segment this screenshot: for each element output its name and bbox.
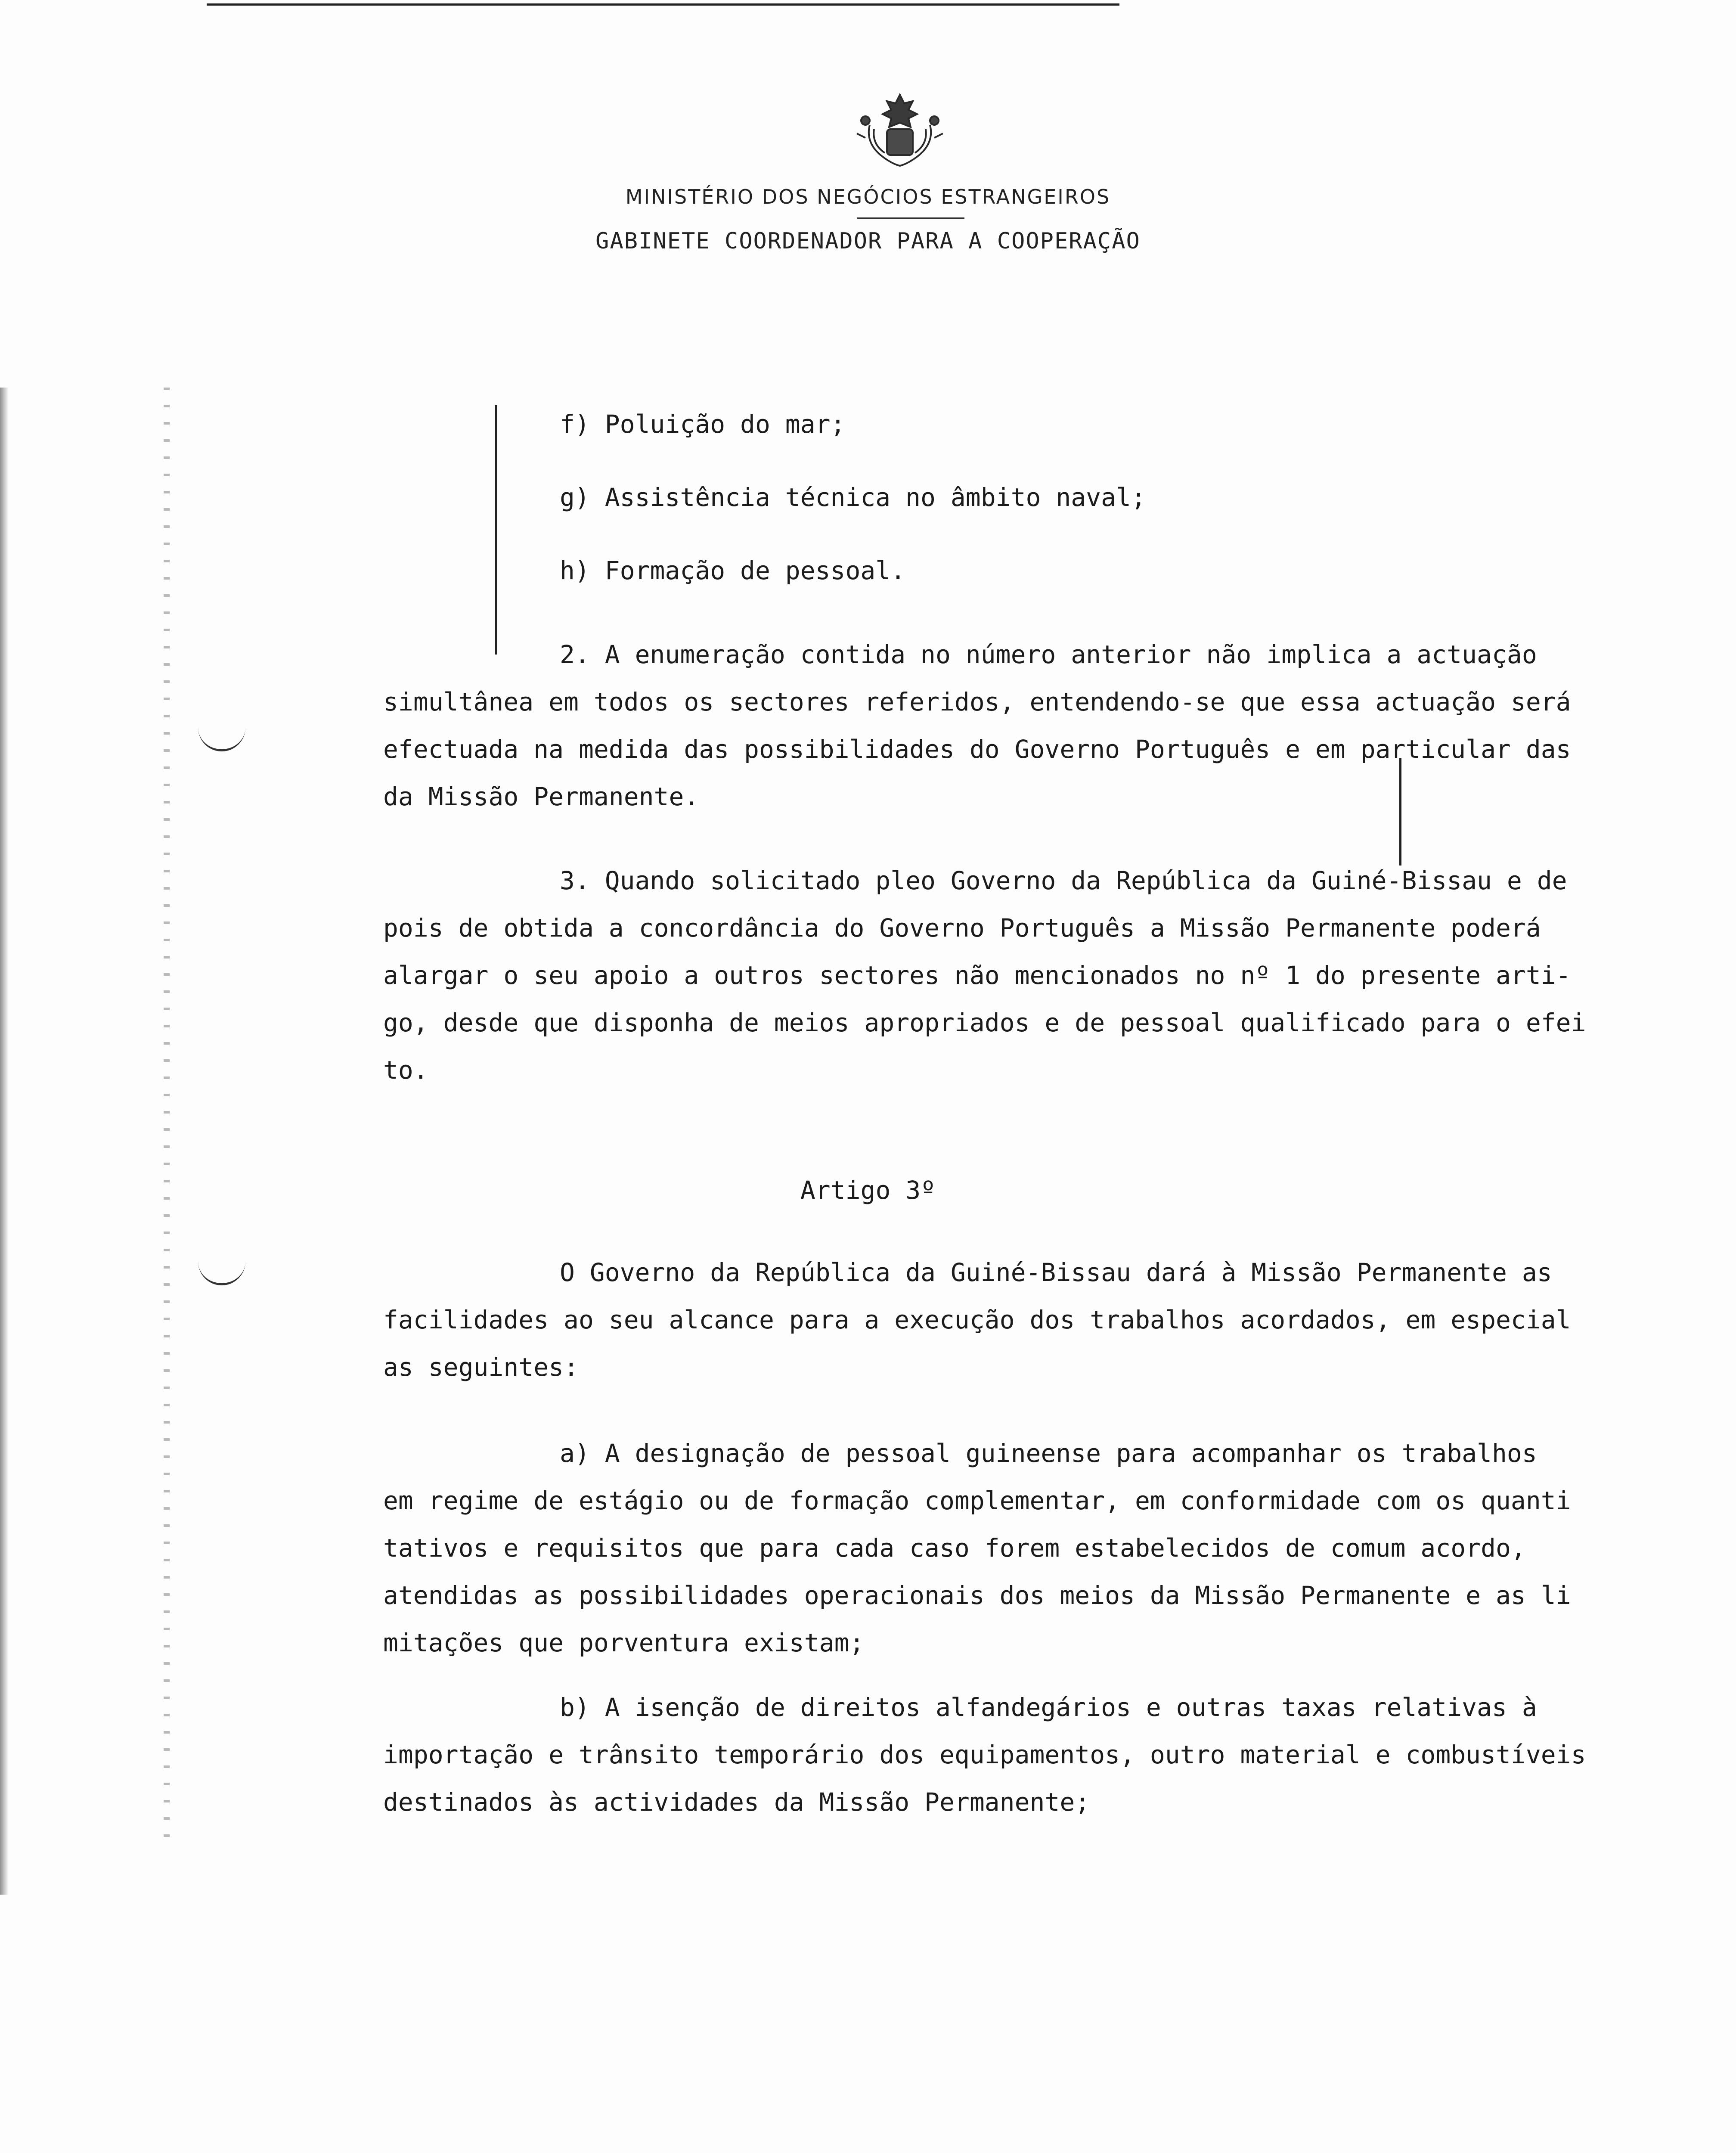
paragraph-3-line: pois de obtida a concordância do Governo Português a Missão Permanente poderá (383, 913, 1541, 943)
item-a-line: em regime de estágio ou de formação complementar, em conformidade com os quanti (383, 1486, 1571, 1515)
item-a-line: mitações que porventura existam; (383, 1628, 865, 1657)
paragraph-3-line: alargar o seu apoio a outros sectores não mencionados no nº 1 do presente arti- (383, 961, 1571, 990)
paragraph-3-line: to. (383, 1055, 428, 1085)
paragraph-2-line: efectuada na medida das possibilidades do Governo Português e em particular das (383, 735, 1571, 764)
item-a-line: a) A designação de pessoal guineense para acompanhar os trabalhos (560, 1439, 1537, 1468)
punch-mark (198, 1262, 245, 1285)
cabinet-name: GABINETE COORDENADOR PARA A COOPERAÇÃO (595, 228, 1141, 254)
item-a-line: tativos e requisitos que para cada caso forem estabelecidos de comum acordo, (383, 1533, 1526, 1563)
scan-edge-line (207, 3, 1119, 6)
binding-shadow (0, 388, 9, 1895)
binding-specks (164, 388, 170, 1852)
paragraph-2-line: simultânea em todos os sectores referidos, entendendo-se que essa actuação será (383, 687, 1571, 717)
paragraph-3-line: 3. Quando solicitado pleo Governo da República da Guiné-Bissau e de (560, 866, 1567, 895)
item-b-line: importação e trânsito temporário dos equipamentos, outro material e combustíveis (383, 1740, 1586, 1769)
item-f: f) Poluição do mar; (560, 410, 846, 439)
item-g: g) Assistência técnica no âmbito naval; (560, 483, 1146, 512)
item-b-line: destinados às actividades da Missão Permanente; (383, 1787, 1090, 1817)
paragraph-2-line: 2. A enumeração contida no número anterior não implica a actuação (560, 640, 1537, 669)
item-a-line: atendidas as possibilidades operacionais dos meios da Missão Permanente e as li (383, 1581, 1571, 1610)
article-intro-line: facilidades ao seu alcance para a execução dos trabalhos acordados, em especial (383, 1305, 1571, 1334)
paragraph-2-line: da Missão Permanente. (383, 782, 699, 811)
item-b-line: b) A isenção de direitos alfandegários e outras taxas relativas à (560, 1693, 1537, 1722)
article-intro-line: O Governo da República da Guiné-Bissau dará à Missão Permanente as (560, 1258, 1552, 1287)
ministry-underline (857, 217, 964, 219)
margin-mark (1399, 758, 1401, 866)
article-heading: Artigo 3º (800, 1176, 936, 1205)
ministry-name: MINISTÉRIO DOS NEGÓCIOS ESTRANGEIROS (625, 185, 1111, 208)
punch-mark (198, 728, 245, 751)
paragraph-3-line: go, desde que disponha de meios apropriados e de pessoal qualificado para o efei (383, 1008, 1586, 1037)
article-intro-line: as seguintes: (383, 1353, 579, 1382)
coat-of-arms-icon (840, 86, 960, 172)
item-h: h) Formação de pessoal. (560, 556, 906, 585)
margin-mark (495, 405, 497, 655)
